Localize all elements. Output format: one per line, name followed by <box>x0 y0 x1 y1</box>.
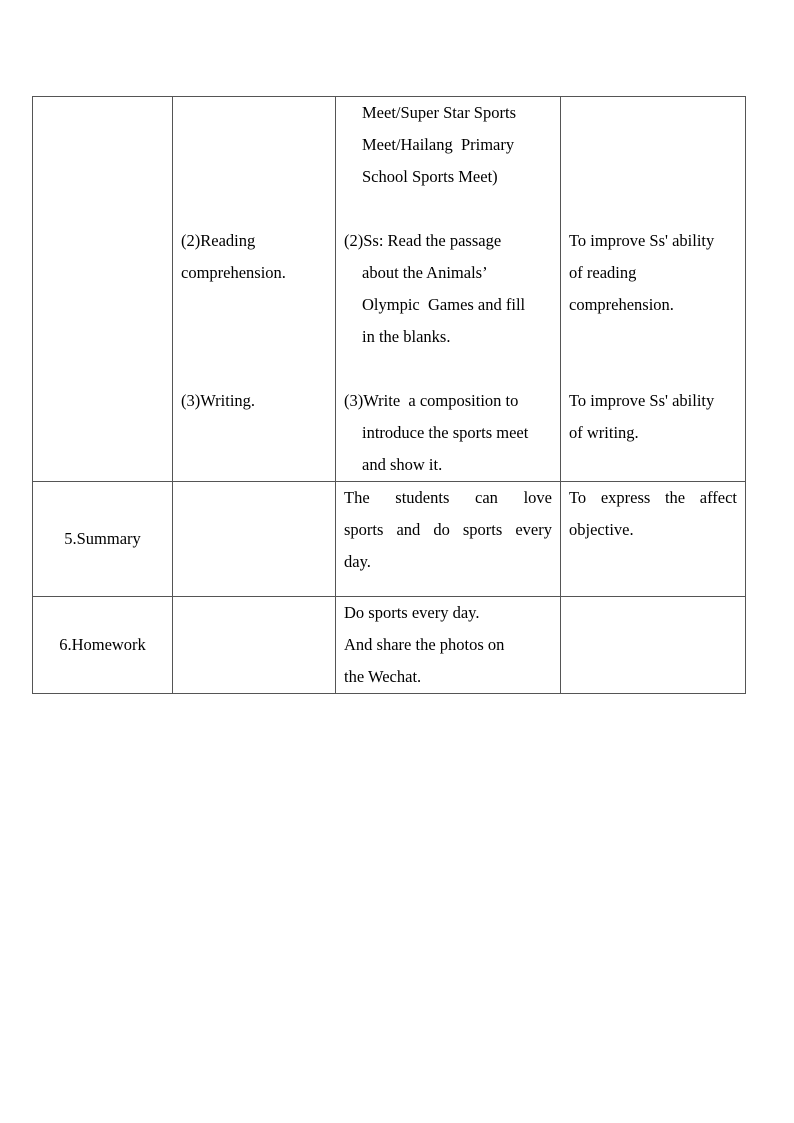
purpose-reading-line-3: comprehension. <box>569 295 674 314</box>
activity-intro-line-1: Meet/Super Star Sports <box>362 103 516 122</box>
activity-reading-line-1: (2)Ss: Read the passage <box>344 231 502 250</box>
lesson-plan-table <box>32 96 746 694</box>
purpose-reading-line-2: of reading <box>569 263 637 282</box>
homework-step-cell <box>173 597 336 694</box>
homework-stage-cell <box>33 597 173 694</box>
activity-writing-line-3: and show it. <box>362 455 443 474</box>
homework-activity-line-2: And share the photos on <box>344 635 505 654</box>
summary-activity-line-3: day. <box>344 552 371 571</box>
activity-writing-line-1: (3)Write a composition to <box>344 391 519 410</box>
purpose-writing-line-1: To improve Ss' ability <box>569 391 715 410</box>
stage-cell-empty <box>33 97 173 482</box>
activity-writing-line-2: introduce the sports meet <box>362 423 529 442</box>
purpose-reading-line-1: To improve Ss' ability <box>569 231 715 250</box>
summary-purpose-cell <box>561 482 746 597</box>
step-reading-line-2: comprehension. <box>181 263 286 282</box>
summary-purpose-line-2: objective. <box>569 520 634 539</box>
table-row-continuation <box>33 97 746 482</box>
step-reading-line-1: (2)Reading <box>181 231 256 250</box>
summary-activity-line-1: The students can love <box>344 488 552 507</box>
activity-reading-line-4: in the blanks. <box>362 327 451 346</box>
table-row-homework <box>33 597 746 694</box>
summary-stage-label: 5.Summary <box>64 529 141 548</box>
activity-cell <box>336 97 561 482</box>
homework-activity-line-1: Do sports every day. <box>344 603 480 622</box>
purpose-cell <box>561 97 746 482</box>
step-cell <box>173 97 336 482</box>
summary-activity-cell <box>336 482 561 597</box>
table-row-summary <box>33 482 746 597</box>
summary-step-cell <box>173 482 336 597</box>
purpose-writing-line-2: of writing. <box>569 423 639 442</box>
step-writing-line-1: (3)Writing. <box>181 391 256 410</box>
activity-intro-line-2: Meet/Hailang Primary <box>362 135 515 154</box>
summary-activity-line-2: sports and do sports every <box>344 520 552 539</box>
activity-intro-line-3: School Sports Meet) <box>362 167 498 186</box>
homework-activity-line-3: the Wechat. <box>344 667 422 686</box>
activity-reading-line-2: about the Animals’ <box>362 263 488 282</box>
summary-purpose-line-1: To express the affect <box>569 488 737 507</box>
homework-purpose-cell <box>561 597 746 694</box>
homework-stage-label: 6.Homework <box>59 635 146 654</box>
homework-activity-cell <box>336 597 561 694</box>
summary-stage-cell <box>33 482 173 597</box>
activity-reading-line-3: Olympic Games and fill <box>362 295 526 314</box>
